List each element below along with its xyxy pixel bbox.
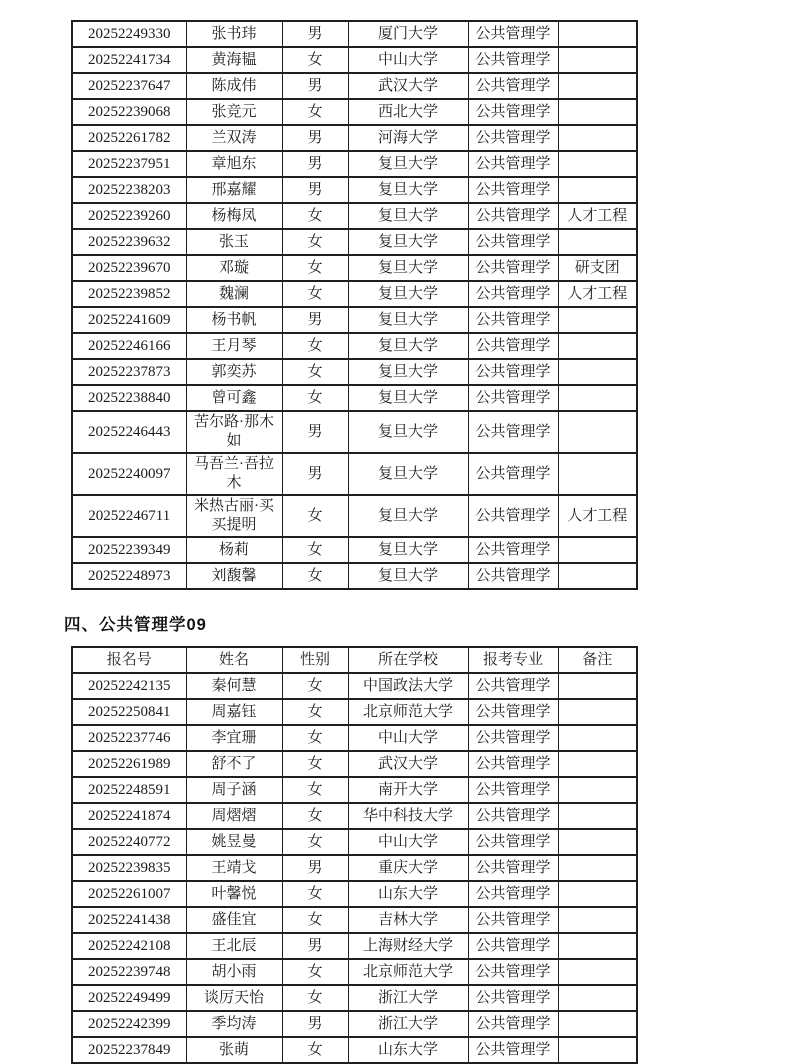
cell-note: 研支团 bbox=[558, 255, 637, 281]
cell-major: 公共管理学 bbox=[468, 177, 558, 203]
cell-major: 公共管理学 bbox=[468, 385, 558, 411]
header-registration-number: 报名号 bbox=[72, 647, 186, 673]
table-row bbox=[72, 699, 637, 725]
cell-name: 王北辰 bbox=[186, 933, 282, 959]
cell-registration-number: 20252241734 bbox=[72, 47, 186, 73]
table-row bbox=[72, 985, 637, 1011]
cell-name: 王靖戈 bbox=[186, 855, 282, 881]
cell-name: 季均涛 bbox=[186, 1011, 282, 1037]
cell-major: 公共管理学 bbox=[468, 803, 558, 829]
table-row bbox=[72, 21, 637, 47]
cell-major: 公共管理学 bbox=[468, 907, 558, 933]
cell-school: 中山大学 bbox=[348, 725, 468, 751]
cell-gender: 男 bbox=[282, 177, 348, 203]
cell-registration-number: 20252239852 bbox=[72, 281, 186, 307]
cell-name: 兰双涛 bbox=[186, 125, 282, 151]
table-row bbox=[72, 307, 637, 333]
cell-major: 公共管理学 bbox=[468, 933, 558, 959]
table-row bbox=[72, 281, 637, 307]
cell-registration-number: 20252242399 bbox=[72, 1011, 186, 1037]
cell-registration-number: 20252249330 bbox=[72, 21, 186, 47]
cell-name: 周嘉钰 bbox=[186, 699, 282, 725]
cell-school: 中山大学 bbox=[348, 829, 468, 855]
cell-school: 复旦大学 bbox=[348, 281, 468, 307]
cell-name: 张玉 bbox=[186, 229, 282, 255]
cell-school: 复旦大学 bbox=[348, 411, 468, 453]
cell-registration-number: 20252250841 bbox=[72, 699, 186, 725]
cell-major: 公共管理学 bbox=[468, 495, 558, 537]
cell-major: 公共管理学 bbox=[468, 829, 558, 855]
table-row bbox=[72, 229, 637, 255]
cell-note bbox=[558, 959, 637, 985]
cell-school: 华中科技大学 bbox=[348, 803, 468, 829]
table-row bbox=[72, 751, 637, 777]
table-row bbox=[72, 563, 637, 589]
cell-name: 李宜珊 bbox=[186, 725, 282, 751]
cell-name: 苦尔路·那木如 bbox=[186, 411, 282, 453]
cell-name: 盛佳宜 bbox=[186, 907, 282, 933]
cell-gender: 女 bbox=[282, 281, 348, 307]
cell-note bbox=[558, 151, 637, 177]
cell-major: 公共管理学 bbox=[468, 99, 558, 125]
cell-major: 公共管理学 bbox=[468, 1011, 558, 1037]
cell-registration-number: 20252241609 bbox=[72, 307, 186, 333]
cell-school: 复旦大学 bbox=[348, 307, 468, 333]
cell-note bbox=[558, 985, 637, 1011]
cell-registration-number: 20252241438 bbox=[72, 907, 186, 933]
cell-school: 中山大学 bbox=[348, 47, 468, 73]
cell-gender: 男 bbox=[282, 73, 348, 99]
roster-table-09-header bbox=[72, 647, 637, 673]
cell-name: 叶馨悦 bbox=[186, 881, 282, 907]
cell-major: 公共管理学 bbox=[468, 673, 558, 699]
cell-note bbox=[558, 725, 637, 751]
cell-name: 秦何慧 bbox=[186, 673, 282, 699]
cell-note bbox=[558, 803, 637, 829]
cell-gender: 男 bbox=[282, 933, 348, 959]
table-row bbox=[72, 673, 637, 699]
cell-school: 浙江大学 bbox=[348, 985, 468, 1011]
cell-gender: 男 bbox=[282, 453, 348, 495]
cell-name: 姚昱曼 bbox=[186, 829, 282, 855]
cell-school: 复旦大学 bbox=[348, 359, 468, 385]
cell-school: 复旦大学 bbox=[348, 151, 468, 177]
cell-registration-number: 20252239748 bbox=[72, 959, 186, 985]
cell-gender: 女 bbox=[282, 359, 348, 385]
cell-gender: 女 bbox=[282, 203, 348, 229]
cell-school: 复旦大学 bbox=[348, 385, 468, 411]
cell-major: 公共管理学 bbox=[468, 255, 558, 281]
cell-note bbox=[558, 411, 637, 453]
cell-registration-number: 20252248973 bbox=[72, 563, 186, 589]
cell-name: 张书玮 bbox=[186, 21, 282, 47]
cell-note bbox=[558, 777, 637, 803]
cell-note bbox=[558, 907, 637, 933]
cell-registration-number: 20252240772 bbox=[72, 829, 186, 855]
cell-school: 山东大学 bbox=[348, 881, 468, 907]
header-gender: 性别 bbox=[282, 647, 348, 673]
cell-registration-number: 20252240097 bbox=[72, 453, 186, 495]
cell-note bbox=[558, 453, 637, 495]
cell-name: 米热古丽·买买提明 bbox=[186, 495, 282, 537]
cell-note bbox=[558, 933, 637, 959]
cell-gender: 男 bbox=[282, 1011, 348, 1037]
cell-note: 人才工程 bbox=[558, 203, 637, 229]
cell-school: 厦门大学 bbox=[348, 21, 468, 47]
section-heading: 四、公共管理学09 bbox=[64, 616, 207, 634]
cell-school: 复旦大学 bbox=[348, 255, 468, 281]
table-row bbox=[72, 959, 637, 985]
cell-gender: 男 bbox=[282, 125, 348, 151]
cell-note bbox=[558, 99, 637, 125]
cell-major: 公共管理学 bbox=[468, 333, 558, 359]
cell-major: 公共管理学 bbox=[468, 125, 558, 151]
header-school: 所在学校 bbox=[348, 647, 468, 673]
cell-major: 公共管理学 bbox=[468, 777, 558, 803]
table-row bbox=[72, 1037, 637, 1063]
cell-gender: 女 bbox=[282, 829, 348, 855]
cell-registration-number: 20252237951 bbox=[72, 151, 186, 177]
cell-note bbox=[558, 699, 637, 725]
cell-registration-number: 20252237746 bbox=[72, 725, 186, 751]
cell-note bbox=[558, 307, 637, 333]
cell-name: 郭奕苏 bbox=[186, 359, 282, 385]
cell-name: 邢嘉耀 bbox=[186, 177, 282, 203]
cell-school: 北京师范大学 bbox=[348, 959, 468, 985]
cell-note bbox=[558, 359, 637, 385]
table-row bbox=[72, 537, 637, 563]
cell-major: 公共管理学 bbox=[468, 751, 558, 777]
header-major: 报考专业 bbox=[468, 647, 558, 673]
cell-registration-number: 20252249499 bbox=[72, 985, 186, 1011]
header-note: 备注 bbox=[558, 647, 637, 673]
cell-major: 公共管理学 bbox=[468, 537, 558, 563]
table-row bbox=[72, 73, 637, 99]
cell-registration-number: 20252237849 bbox=[72, 1037, 186, 1063]
table-row bbox=[72, 453, 637, 495]
cell-major: 公共管理学 bbox=[468, 985, 558, 1011]
table-row bbox=[72, 907, 637, 933]
table-row bbox=[72, 125, 637, 151]
cell-name: 谈厉天怡 bbox=[186, 985, 282, 1011]
cell-note bbox=[558, 855, 637, 881]
cell-school: 吉林大学 bbox=[348, 907, 468, 933]
cell-gender: 女 bbox=[282, 1037, 348, 1063]
cell-name: 黄海韫 bbox=[186, 47, 282, 73]
cell-major: 公共管理学 bbox=[468, 281, 558, 307]
cell-note bbox=[558, 385, 637, 411]
cell-school: 上海财经大学 bbox=[348, 933, 468, 959]
cell-note bbox=[558, 829, 637, 855]
cell-note bbox=[558, 563, 637, 589]
cell-school: 复旦大学 bbox=[348, 203, 468, 229]
cell-gender: 女 bbox=[282, 907, 348, 933]
cell-name: 周子涵 bbox=[186, 777, 282, 803]
cell-registration-number: 20252239632 bbox=[72, 229, 186, 255]
roster-table-09 bbox=[71, 646, 638, 1064]
roster-table-09-body bbox=[72, 673, 637, 1063]
table-row bbox=[72, 359, 637, 385]
cell-major: 公共管理学 bbox=[468, 203, 558, 229]
cell-major: 公共管理学 bbox=[468, 411, 558, 453]
cell-major: 公共管理学 bbox=[468, 881, 558, 907]
cell-name: 张竞元 bbox=[186, 99, 282, 125]
cell-registration-number: 20252261782 bbox=[72, 125, 186, 151]
table-row bbox=[72, 803, 637, 829]
cell-name: 周熠熠 bbox=[186, 803, 282, 829]
cell-major: 公共管理学 bbox=[468, 725, 558, 751]
cell-gender: 男 bbox=[282, 21, 348, 47]
cell-gender: 女 bbox=[282, 881, 348, 907]
cell-major: 公共管理学 bbox=[468, 21, 558, 47]
cell-name: 胡小雨 bbox=[186, 959, 282, 985]
cell-school: 南开大学 bbox=[348, 777, 468, 803]
cell-gender: 女 bbox=[282, 673, 348, 699]
cell-gender: 女 bbox=[282, 385, 348, 411]
cell-note bbox=[558, 47, 637, 73]
cell-school: 复旦大学 bbox=[348, 537, 468, 563]
cell-school: 复旦大学 bbox=[348, 495, 468, 537]
cell-school: 武汉大学 bbox=[348, 73, 468, 99]
cell-school: 西北大学 bbox=[348, 99, 468, 125]
table-row bbox=[72, 47, 637, 73]
table-row bbox=[72, 725, 637, 751]
cell-name: 刘馥馨 bbox=[186, 563, 282, 589]
cell-gender: 女 bbox=[282, 777, 348, 803]
roster-table-continued bbox=[71, 20, 638, 590]
table-row bbox=[72, 829, 637, 855]
header-name: 姓名 bbox=[186, 647, 282, 673]
cell-registration-number: 20252237647 bbox=[72, 73, 186, 99]
cell-school: 河海大学 bbox=[348, 125, 468, 151]
cell-registration-number: 20252238840 bbox=[72, 385, 186, 411]
table-row bbox=[72, 1011, 637, 1037]
cell-school: 复旦大学 bbox=[348, 333, 468, 359]
cell-name: 邓璇 bbox=[186, 255, 282, 281]
cell-major: 公共管理学 bbox=[468, 1037, 558, 1063]
cell-major: 公共管理学 bbox=[468, 307, 558, 333]
cell-note: 人才工程 bbox=[558, 281, 637, 307]
table-row bbox=[72, 855, 637, 881]
cell-registration-number: 20252239349 bbox=[72, 537, 186, 563]
cell-gender: 女 bbox=[282, 563, 348, 589]
cell-major: 公共管理学 bbox=[468, 453, 558, 495]
cell-name: 曾可鑫 bbox=[186, 385, 282, 411]
table-row bbox=[72, 933, 637, 959]
cell-registration-number: 20252238203 bbox=[72, 177, 186, 203]
cell-note bbox=[558, 73, 637, 99]
cell-gender: 男 bbox=[282, 855, 348, 881]
cell-gender: 男 bbox=[282, 151, 348, 177]
cell-note bbox=[558, 229, 637, 255]
cell-note: 人才工程 bbox=[558, 495, 637, 537]
roster-table-continued-body bbox=[72, 21, 637, 589]
cell-gender: 女 bbox=[282, 99, 348, 125]
cell-gender: 女 bbox=[282, 959, 348, 985]
cell-name: 杨莉 bbox=[186, 537, 282, 563]
cell-school: 复旦大学 bbox=[348, 563, 468, 589]
cell-school: 中国政法大学 bbox=[348, 673, 468, 699]
cell-name: 杨书帆 bbox=[186, 307, 282, 333]
cell-registration-number: 20252242135 bbox=[72, 673, 186, 699]
cell-registration-number: 20252248591 bbox=[72, 777, 186, 803]
table-row bbox=[72, 255, 637, 281]
cell-major: 公共管理学 bbox=[468, 959, 558, 985]
cell-name: 张萌 bbox=[186, 1037, 282, 1063]
table-row bbox=[72, 495, 637, 537]
cell-major: 公共管理学 bbox=[468, 73, 558, 99]
cell-registration-number: 20252239670 bbox=[72, 255, 186, 281]
cell-school: 山东大学 bbox=[348, 1037, 468, 1063]
cell-major: 公共管理学 bbox=[468, 229, 558, 255]
cell-gender: 女 bbox=[282, 255, 348, 281]
cell-name: 舒不了 bbox=[186, 751, 282, 777]
table-row bbox=[72, 333, 637, 359]
cell-registration-number: 20252261989 bbox=[72, 751, 186, 777]
cell-gender: 女 bbox=[282, 751, 348, 777]
table-row bbox=[72, 151, 637, 177]
cell-school: 重庆大学 bbox=[348, 855, 468, 881]
cell-major: 公共管理学 bbox=[468, 47, 558, 73]
cell-registration-number: 20252237873 bbox=[72, 359, 186, 385]
table-row bbox=[72, 411, 637, 453]
cell-major: 公共管理学 bbox=[468, 151, 558, 177]
cell-registration-number: 20252239260 bbox=[72, 203, 186, 229]
cell-gender: 男 bbox=[282, 307, 348, 333]
cell-major: 公共管理学 bbox=[468, 855, 558, 881]
cell-registration-number: 20252261007 bbox=[72, 881, 186, 907]
cell-note bbox=[558, 881, 637, 907]
cell-school: 浙江大学 bbox=[348, 1011, 468, 1037]
cell-name: 杨梅凤 bbox=[186, 203, 282, 229]
cell-registration-number: 20252246711 bbox=[72, 495, 186, 537]
cell-registration-number: 20252239835 bbox=[72, 855, 186, 881]
cell-major: 公共管理学 bbox=[468, 699, 558, 725]
cell-name: 王月琴 bbox=[186, 333, 282, 359]
cell-school: 复旦大学 bbox=[348, 229, 468, 255]
cell-registration-number: 20252241874 bbox=[72, 803, 186, 829]
cell-note bbox=[558, 177, 637, 203]
cell-registration-number: 20252239068 bbox=[72, 99, 186, 125]
cell-name: 马吾兰·吾拉木 bbox=[186, 453, 282, 495]
cell-note bbox=[558, 751, 637, 777]
cell-school: 复旦大学 bbox=[348, 453, 468, 495]
cell-gender: 女 bbox=[282, 229, 348, 255]
cell-gender: 男 bbox=[282, 411, 348, 453]
cell-gender: 女 bbox=[282, 495, 348, 537]
cell-note bbox=[558, 333, 637, 359]
table-row bbox=[72, 99, 637, 125]
cell-gender: 女 bbox=[282, 725, 348, 751]
cell-name: 章旭东 bbox=[186, 151, 282, 177]
cell-note bbox=[558, 673, 637, 699]
cell-gender: 女 bbox=[282, 803, 348, 829]
cell-name: 魏澜 bbox=[186, 281, 282, 307]
cell-note bbox=[558, 125, 637, 151]
cell-school: 复旦大学 bbox=[348, 177, 468, 203]
cell-name: 陈成伟 bbox=[186, 73, 282, 99]
cell-note bbox=[558, 1011, 637, 1037]
cell-note bbox=[558, 1037, 637, 1063]
cell-major: 公共管理学 bbox=[468, 359, 558, 385]
cell-school: 武汉大学 bbox=[348, 751, 468, 777]
cell-gender: 女 bbox=[282, 699, 348, 725]
table-row bbox=[72, 177, 637, 203]
header-row bbox=[72, 647, 637, 673]
cell-gender: 女 bbox=[282, 47, 348, 73]
cell-gender: 女 bbox=[282, 333, 348, 359]
cell-major: 公共管理学 bbox=[468, 563, 558, 589]
table-row bbox=[72, 881, 637, 907]
cell-gender: 女 bbox=[282, 537, 348, 563]
cell-note bbox=[558, 21, 637, 47]
table-row bbox=[72, 385, 637, 411]
cell-registration-number: 20252242108 bbox=[72, 933, 186, 959]
table-row bbox=[72, 203, 637, 229]
cell-school: 北京师范大学 bbox=[348, 699, 468, 725]
cell-note bbox=[558, 537, 637, 563]
cell-registration-number: 20252246443 bbox=[72, 411, 186, 453]
page-content bbox=[64, 20, 636, 1064]
cell-registration-number: 20252246166 bbox=[72, 333, 186, 359]
cell-gender: 女 bbox=[282, 985, 348, 1011]
table-row bbox=[72, 777, 637, 803]
